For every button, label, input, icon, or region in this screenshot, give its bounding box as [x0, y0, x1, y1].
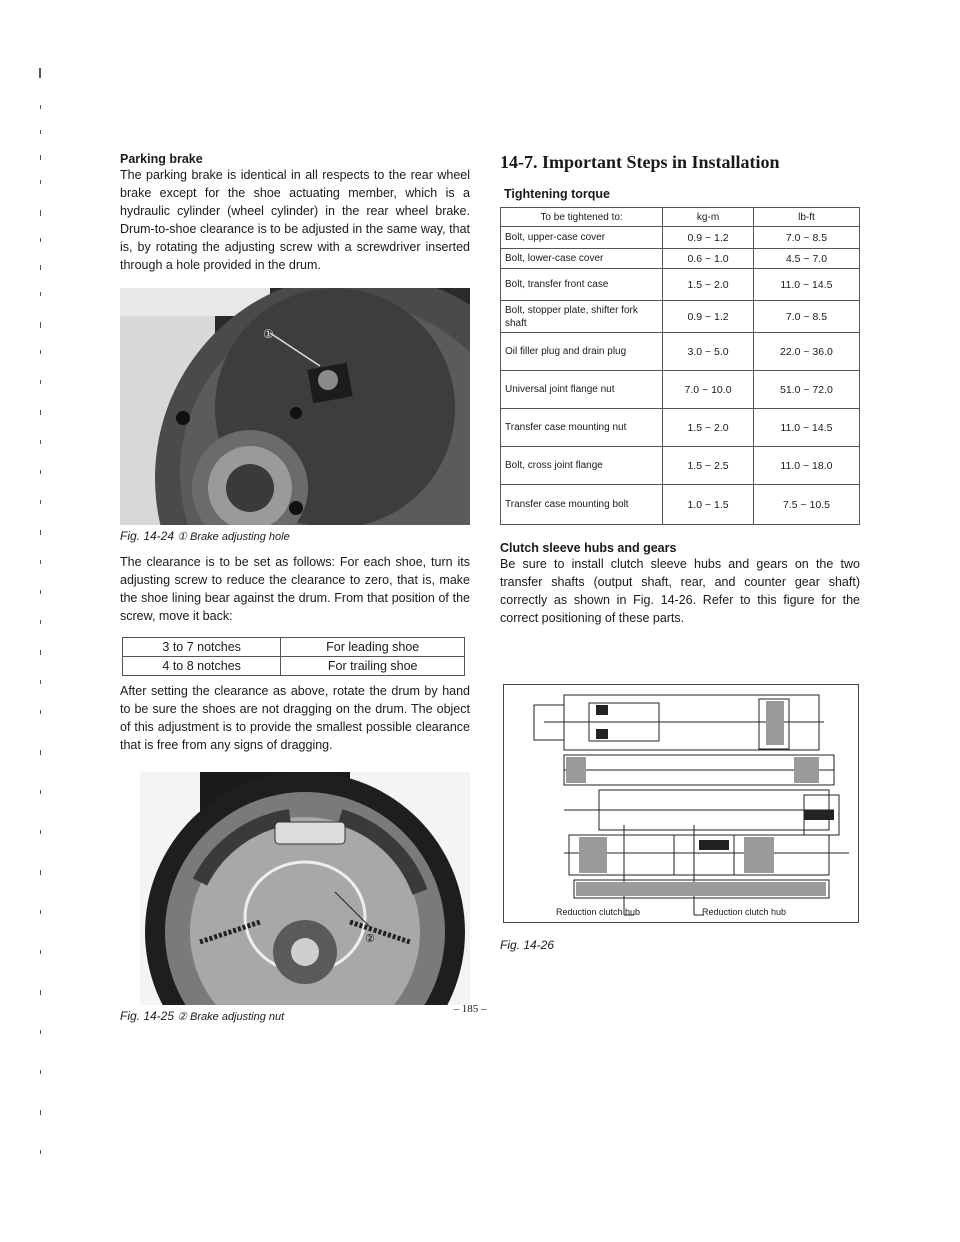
torque-row [501, 269, 860, 301]
clearance-paragraph: The clearance is to be set as follows: For each shoe, turn its adjusting screw to reduce the clearance to zero, that is, make the shoe lining bear against the drum. From that position of the screw, move it back: [120, 555, 470, 623]
transfer-shaft-drawing [504, 685, 858, 922]
right-column [500, 152, 860, 952]
torque-row [501, 485, 860, 525]
torque-kgm: 1.0 ~ 1.5 [663, 485, 754, 525]
notch-shoe: For trailing shoe [281, 657, 465, 676]
parking-brake-paragraph: The parking brake is identical in all respects to the rear wheel brake except for the shoe actuating member, which is a hydraulic cylinder (wheel cylinder) in the rear wheel brake. Drum-to-shoe clearance is to be adjusted in the same way, that is, by rotating the adjusting screw with a screwdriver inserted through a hole provided in the drum. [120, 168, 470, 272]
torque-item: Universal joint flange nut [501, 371, 663, 409]
diagram-label-right: Reduction clutch hub [702, 907, 787, 917]
notch-row-leading [123, 638, 465, 657]
fig-14-26-number: Fig. 14-26 [500, 938, 555, 952]
torque-row [501, 409, 860, 447]
fig-14-25-caption [120, 1009, 470, 1023]
torque-lbft: 7.0 ~ 8.5 [753, 227, 859, 249]
brake-shoe-photo [140, 772, 470, 1005]
left-column [120, 152, 470, 1023]
fig-14-25-text: Brake adjusting nut [190, 1011, 285, 1023]
torque-row [501, 447, 860, 485]
brake-drum-illustration [120, 288, 470, 525]
scan-edge-marks [38, 60, 44, 1190]
notch-count: 3 to 7 notches [123, 638, 281, 657]
torque-item: Bolt, transfer front case [501, 269, 663, 301]
torque-lbft: 4.5 ~ 7.0 [753, 249, 859, 269]
fig-14-24-text: Brake adjusting hole [190, 531, 290, 543]
diagram-label-left: Reduction clutch hub [556, 907, 641, 917]
torque-kgm: 0.9 ~ 1.2 [663, 301, 754, 333]
torque-item: Bolt, lower-case cover [501, 249, 663, 269]
fig-14-24-caption [120, 529, 470, 543]
torque-item: Transfer case mounting nut [501, 409, 663, 447]
torque-lbft: 11.0 ~ 18.0 [753, 447, 859, 485]
fig-14-25-number: Fig. 14-25 [120, 1009, 175, 1023]
torque-lbft: 7.0 ~ 8.5 [753, 301, 859, 333]
header-kgm: kg-m [663, 208, 754, 227]
torque-lbft: 11.0 ~ 14.5 [753, 409, 859, 447]
svg-text:①: ① [263, 327, 274, 341]
torque-lbft: 51.0 ~ 72.0 [753, 371, 859, 409]
fig-14-24-callout: ① [177, 531, 187, 543]
fig-14-24-number: Fig. 14-24 [120, 529, 175, 543]
after-setting-paragraph: After setting the clearance as above, rotate the drum by hand to be sure the shoes are not dragging on the drum. The object of this adjustment is to provide the smallest possible clearance that is free from any signs of dragging. [120, 684, 470, 752]
torque-row [501, 249, 860, 269]
tightening-torque-heading: Tightening torque [504, 187, 611, 201]
torque-row [501, 333, 860, 371]
notch-shoe: For leading shoe [281, 638, 465, 657]
torque-row [501, 301, 860, 333]
transfer-shaft-diagram [503, 684, 859, 923]
torque-table [500, 207, 860, 525]
brake-shoe-illustration [140, 772, 470, 1005]
svg-text:②: ② [365, 933, 375, 945]
parking-brake-heading: Parking brake [120, 152, 203, 166]
torque-lbft: 22.0 ~ 36.0 [753, 333, 859, 371]
section-title: 14-7. Important Steps in Installation [500, 152, 780, 172]
header-lbft: lb-ft [753, 208, 859, 227]
notch-table [122, 637, 465, 676]
torque-header-row [501, 208, 860, 227]
torque-item: Bolt, stopper plate, shifter fork shaft [501, 301, 663, 333]
notch-count: 4 to 8 notches [123, 657, 281, 676]
torque-lbft: 11.0 ~ 14.5 [753, 269, 859, 301]
header-item: To be tightened to: [501, 208, 663, 227]
torque-item: Oil filler plug and drain plug [501, 333, 663, 371]
clutch-paragraph: Be sure to install clutch sleeve hubs and gears on the two transfer shafts (output shaft, rear, and counter gear shaft) correctly as shown in Fig. 14-26. Refer to this figure for the correct positioning of these parts. [500, 557, 860, 625]
notch-row-trailing [123, 657, 465, 676]
fig-14-26-caption [500, 938, 554, 952]
clutch-heading: Clutch sleeve hubs and gears [500, 541, 677, 555]
torque-item: Bolt, upper-case cover [501, 227, 663, 249]
torque-lbft: 7.5 ~ 10.5 [753, 485, 859, 525]
torque-kgm: 3.0 ~ 5.0 [663, 333, 754, 371]
torque-kgm: 0.6 ~ 1.0 [663, 249, 754, 269]
fig-14-25-callout: ② [177, 1011, 187, 1023]
brake-drum-photo [120, 288, 470, 525]
torque-kgm: 1.5 ~ 2.0 [663, 409, 754, 447]
torque-row [501, 227, 860, 249]
torque-item: Transfer case mounting bolt [501, 485, 663, 525]
torque-kgm: 0.9 ~ 1.2 [663, 227, 754, 249]
torque-row [501, 371, 860, 409]
torque-item: Bolt, cross joint flange [501, 447, 663, 485]
torque-kgm: 1.5 ~ 2.0 [663, 269, 754, 301]
torque-kgm: 1.5 ~ 2.5 [663, 447, 754, 485]
page-number: – 185 – [453, 1003, 487, 1015]
torque-kgm: 7.0 ~ 10.0 [663, 371, 754, 409]
